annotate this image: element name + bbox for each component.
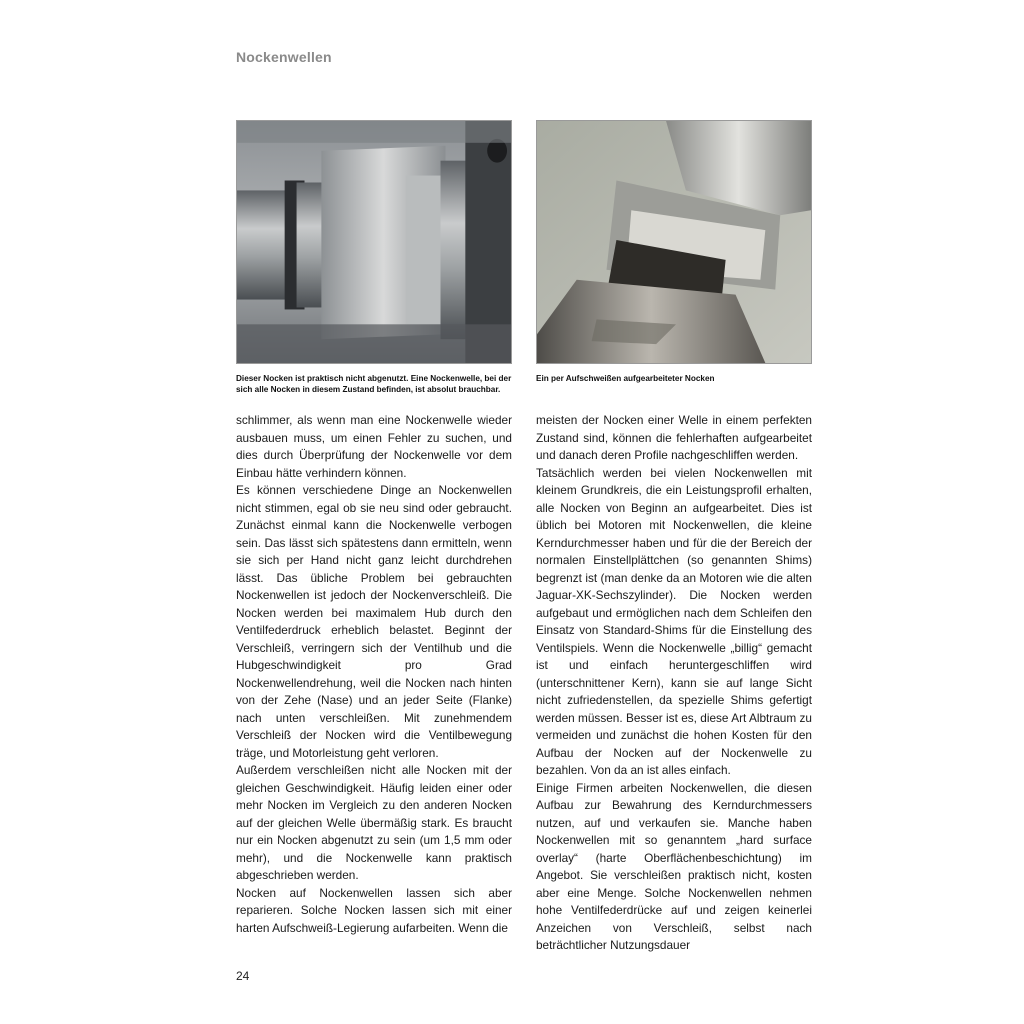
- text-column-left: [236, 412, 512, 937]
- text-column-right: [536, 412, 812, 955]
- paragraph: Tatsächlich werden bei vielen Nockenwellen mit kleinem Grundkreis, die ein Leistungsprofil erhalten, alle Nocken von Beginn an aufgearbeitet. Dies ist üblich bei Motoren mit Nockenwellen, die kleine Kerndurchmesser haben und für die der Bereich der normalen Einstellplättchen (so genannten Shims) begrenzt ist (man denke da an Motoren wie die alten Jaguar-XK-Sechszylinder). Die Nocken werden aufgebaut und ermöglichen nach dem Schleifen den Einsatz von Standard-Shims für die Einstellung des Ventilspiels. Wenn die Nockenwelle „billig“ gemacht ist und einfach heruntergeschliffen wird (unterschnittener Kern), kann sie auf lange Sicht nicht zufriedenstellen, da spezielle Shims gefertigt werden müssen. Besser ist es, diese Art Albtraum zu vermeiden und zunächst die hohen Kosten für den Aufbau der Nocken auf der Nockenwelle zu bezahlen. Von da an ist alles einfach.: [536, 465, 812, 777]
- paragraph: Einige Firmen arbeiten Nockenwellen, die diesen Aufbau zur Bewahrung des Kerndurchmessers nutzen, auf und verkaufen sie. Manche haben Nockenwellen mit so genanntem „hard surface overlay“ (harte Oberflächenbeschichtung) im Angebot. Sie verschleißen praktisch nicht, kosten aber eine Menge. Solche Nockenwellen nehmen hohe Ventilfederdrücke auf und zeigen keinerlei Anzeichen von Verschleiß, selbst nach beträchtlicher Nutzungsdauer: [536, 780, 812, 952]
- page-number: 24: [236, 969, 250, 983]
- paragraph: schlimmer, als wenn man eine Nockenwelle wieder ausbauen muss, um einen Fehler zu suchen, und dies durch Überprüfung der Nockenwelle vor dem Einbau hätte verhindern können.: [236, 413, 512, 480]
- paragraph: Es können verschiedene Dinge an Nockenwellen nicht stimmen, egal ob sie neu sind oder gebraucht. Zunächst einmal kann die Nockenwelle verbogen sein. Das lässt sich spätestens dann ermitteln, wenn sie sich per Hand nicht ganz leicht durchdrehen lässt. Das übliche Problem bei gebrauchten Nockenwellen ist jedoch der Nockenverschleiß. Die Nocken werden bei maximalem Hub durch den Ventilfederdruck erheblich belastet. Beginnt der Verschleiß, verringern sich der Ventilhub und die Hubgeschwindigkeit pro Grad Nockenwellendrehung, weil die Nocken nach hinten von der Zehe (Nase) und an jeder Seite (Flanke) nach unten verschleißen. Mit zunehmendem Verschleiß der Nocken wird die Ventilbewegung träge, und Motorleistung geht verloren.: [236, 483, 512, 760]
- section-title: Nockenwellen: [236, 49, 332, 65]
- paragraph: meisten der Nocken einer Welle in einem perfekten Zustand sind, können die fehlerhaften aufgearbeitet und danach deren Profile nachgeschliffen werden.: [536, 413, 812, 462]
- photo-worn-cam: [236, 120, 512, 364]
- photo-welded-cam: [536, 120, 812, 364]
- figure-caption-left: Dieser Nocken ist praktisch nicht abgenutzt. Eine Nockenwelle, bei der sich alle Nocken in diesem Zustand befinden, ist absolut brauchbar.: [236, 374, 512, 394]
- figure-caption-right: Ein per Aufschweißen aufgearbeiteter Nocken: [536, 374, 715, 383]
- paragraph: Außerdem verschleißen nicht alle Nocken mit der gleichen Geschwindigkeit. Häufig leiden einer oder mehr Nocken im Vergleich zu den anderen Nocken auf der gleichen Welle übermäßig stark. Es braucht nur ein Nocken abgenutzt zu sein (um 1,5 mm oder mehr), und die Nockenwelle kann praktisch abgeschrieben werden.: [236, 763, 512, 882]
- camshaft-photo-left: [237, 121, 511, 363]
- paragraph: Nocken auf Nockenwellen lassen sich aber reparieren. Solche Nocken lassen sich mit einer harten Aufschweiß-Legierung aufarbeiten. Wenn die: [236, 885, 512, 935]
- camshaft-photo-right: [537, 121, 811, 363]
